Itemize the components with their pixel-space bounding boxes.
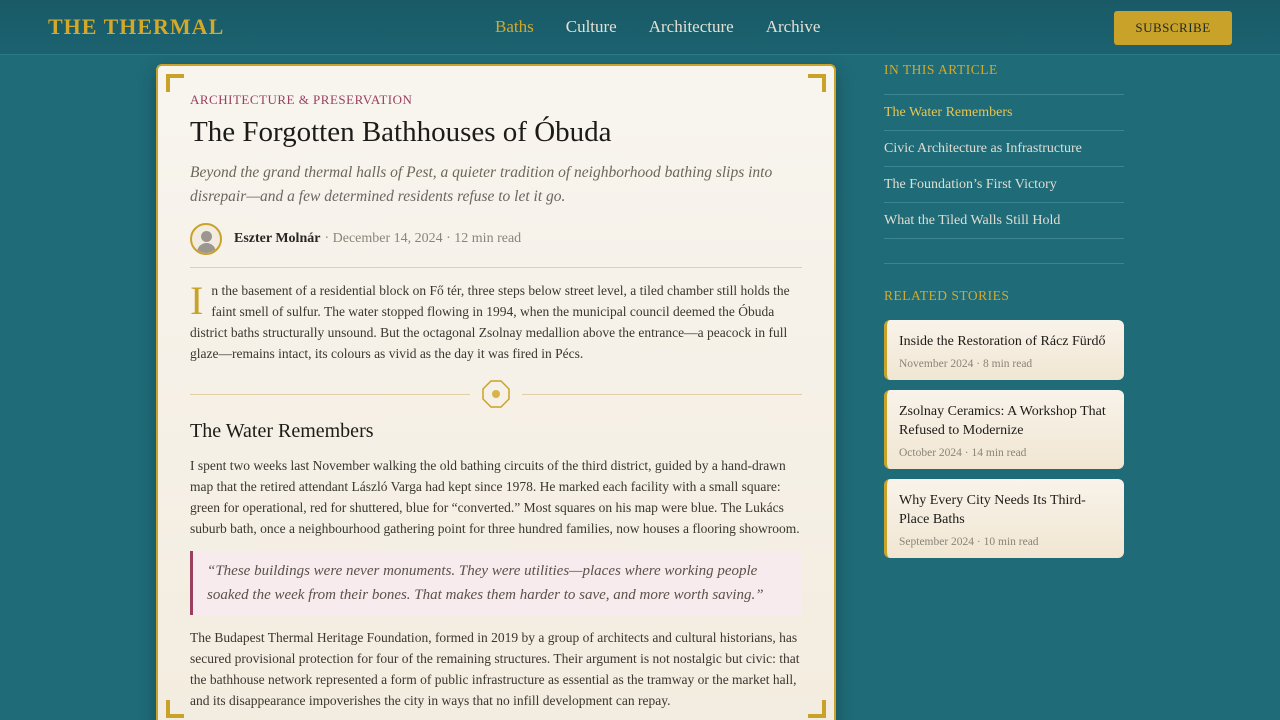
related-story-meta: October 2024 · 14 min read [899, 446, 1027, 459]
nav-archive[interactable]: Archive [765, 17, 821, 36]
table-of-contents [884, 94, 1124, 239]
related-heading: RELATED STORIES [884, 288, 1010, 303]
lead-text: n the basement of a residential block on Fő tér, three steps below street level, a tiled chamber still holds the faint smell of sulfur. The water stopped flowing in 1994, when the municipal council deemed the Óbuda district baths structurally unsound. But the octagonal Zsolnay medallion above the entrance—a peacock in full glaze—remains intact, its colours as vivid as the day it was fired in Pécs. [190, 283, 790, 362]
pull-quote: “These buildings were never monuments. They were utilities—places where working people soaked the week from their bones. That makes them harder to save, and more worth saving.” [190, 551, 802, 615]
main-nav [495, 17, 820, 37]
related-list [884, 320, 1124, 558]
body-paragraph: The Budapest Thermal Heritage Foundation, formed in 2019 by a group of architects and cultural historians, has secured provisional protection for four of the remaining structures. Their argument is not nostalgic but civic: that the bathhouse network represented a form of public infrastructure as essential as the tramway or the market hall, and its disappearance impoverishes the city in ways that no infill development can repay. [190, 630, 800, 709]
article-kicker[interactable]: ARCHITECTURE & PRESERVATION [190, 92, 413, 107]
sidebar [884, 62, 1124, 558]
corner-ornament [166, 74, 184, 92]
related-story-title: Zsolnay Ceramics: A Workshop That Refused to Modernize [899, 403, 1106, 438]
nav-architecture[interactable]: Architecture [648, 17, 734, 36]
toc-item[interactable]: Civic Architecture as Infrastructure [884, 131, 1124, 167]
related-story-title: Inside the Restoration of Rácz Fürdő [899, 334, 1106, 349]
related-story-meta: November 2024 · 8 min read [899, 357, 1033, 370]
corner-ornament [808, 700, 826, 718]
article-title: The Forgotten Bathhouses of Óbuda [190, 116, 612, 148]
octagon-ornament-icon [482, 380, 510, 408]
related-story-card[interactable] [884, 320, 1124, 380]
body-paragraph: I spent two weeks last November walking the old bathing circuits of the third district, guided by a hand-drawn map that the retired attendant László Varga had kept since 1978. He marked each facility with a small square: green for operational, red for shuttered, blue for “converted.” Most squares on his map were blue. The Lukács suburb bath, once a neighbourhood gathering point for three hundred families, now houses a flooring showroom. [190, 458, 800, 537]
related-story-title: Why Every City Needs Its Third-Place Baths [899, 492, 1086, 527]
byline-divider [190, 267, 802, 268]
article-deck: Beyond the grand thermal halls of Pest, a quieter tradition of neighborhood bathing slips into disrepair—and a few determined residents refuse to let it go. [190, 164, 773, 206]
nav-baths[interactable]: Baths [495, 17, 534, 36]
subscribe-button[interactable]: SUBSCRIBE [1114, 11, 1232, 45]
site-header [0, 0, 1280, 55]
related-story-meta: September 2024 · 10 min read [899, 535, 1039, 548]
toc-item[interactable]: The Foundation’s First Victory [884, 167, 1124, 203]
related-story-card[interactable] [884, 479, 1124, 558]
section-heading: The Water Remembers [190, 420, 374, 443]
author-avatar-icon[interactable] [190, 223, 222, 255]
section-divider [190, 380, 802, 408]
byline [190, 223, 802, 255]
toc-item[interactable]: What the Tiled Walls Still Hold [884, 203, 1124, 239]
toc-item[interactable]: The Water Remembers [884, 95, 1124, 131]
drop-cap: I [190, 278, 204, 324]
lead-paragraph [190, 280, 802, 364]
corner-ornament [166, 700, 184, 718]
corner-ornament [808, 74, 826, 92]
sidebar-divider [884, 263, 1124, 264]
related-story-card[interactable] [884, 390, 1124, 469]
article-body [190, 92, 802, 711]
article-meta: · December 14, 2024 · 12 min read [324, 231, 522, 247]
site-logo[interactable]: THE THERMAL [48, 14, 225, 39]
nav-culture[interactable]: Culture [565, 17, 617, 36]
article-card [156, 64, 836, 720]
toc-heading: IN THIS ARTICLE [884, 62, 998, 77]
author-name[interactable]: Eszter Molnár [234, 231, 321, 247]
